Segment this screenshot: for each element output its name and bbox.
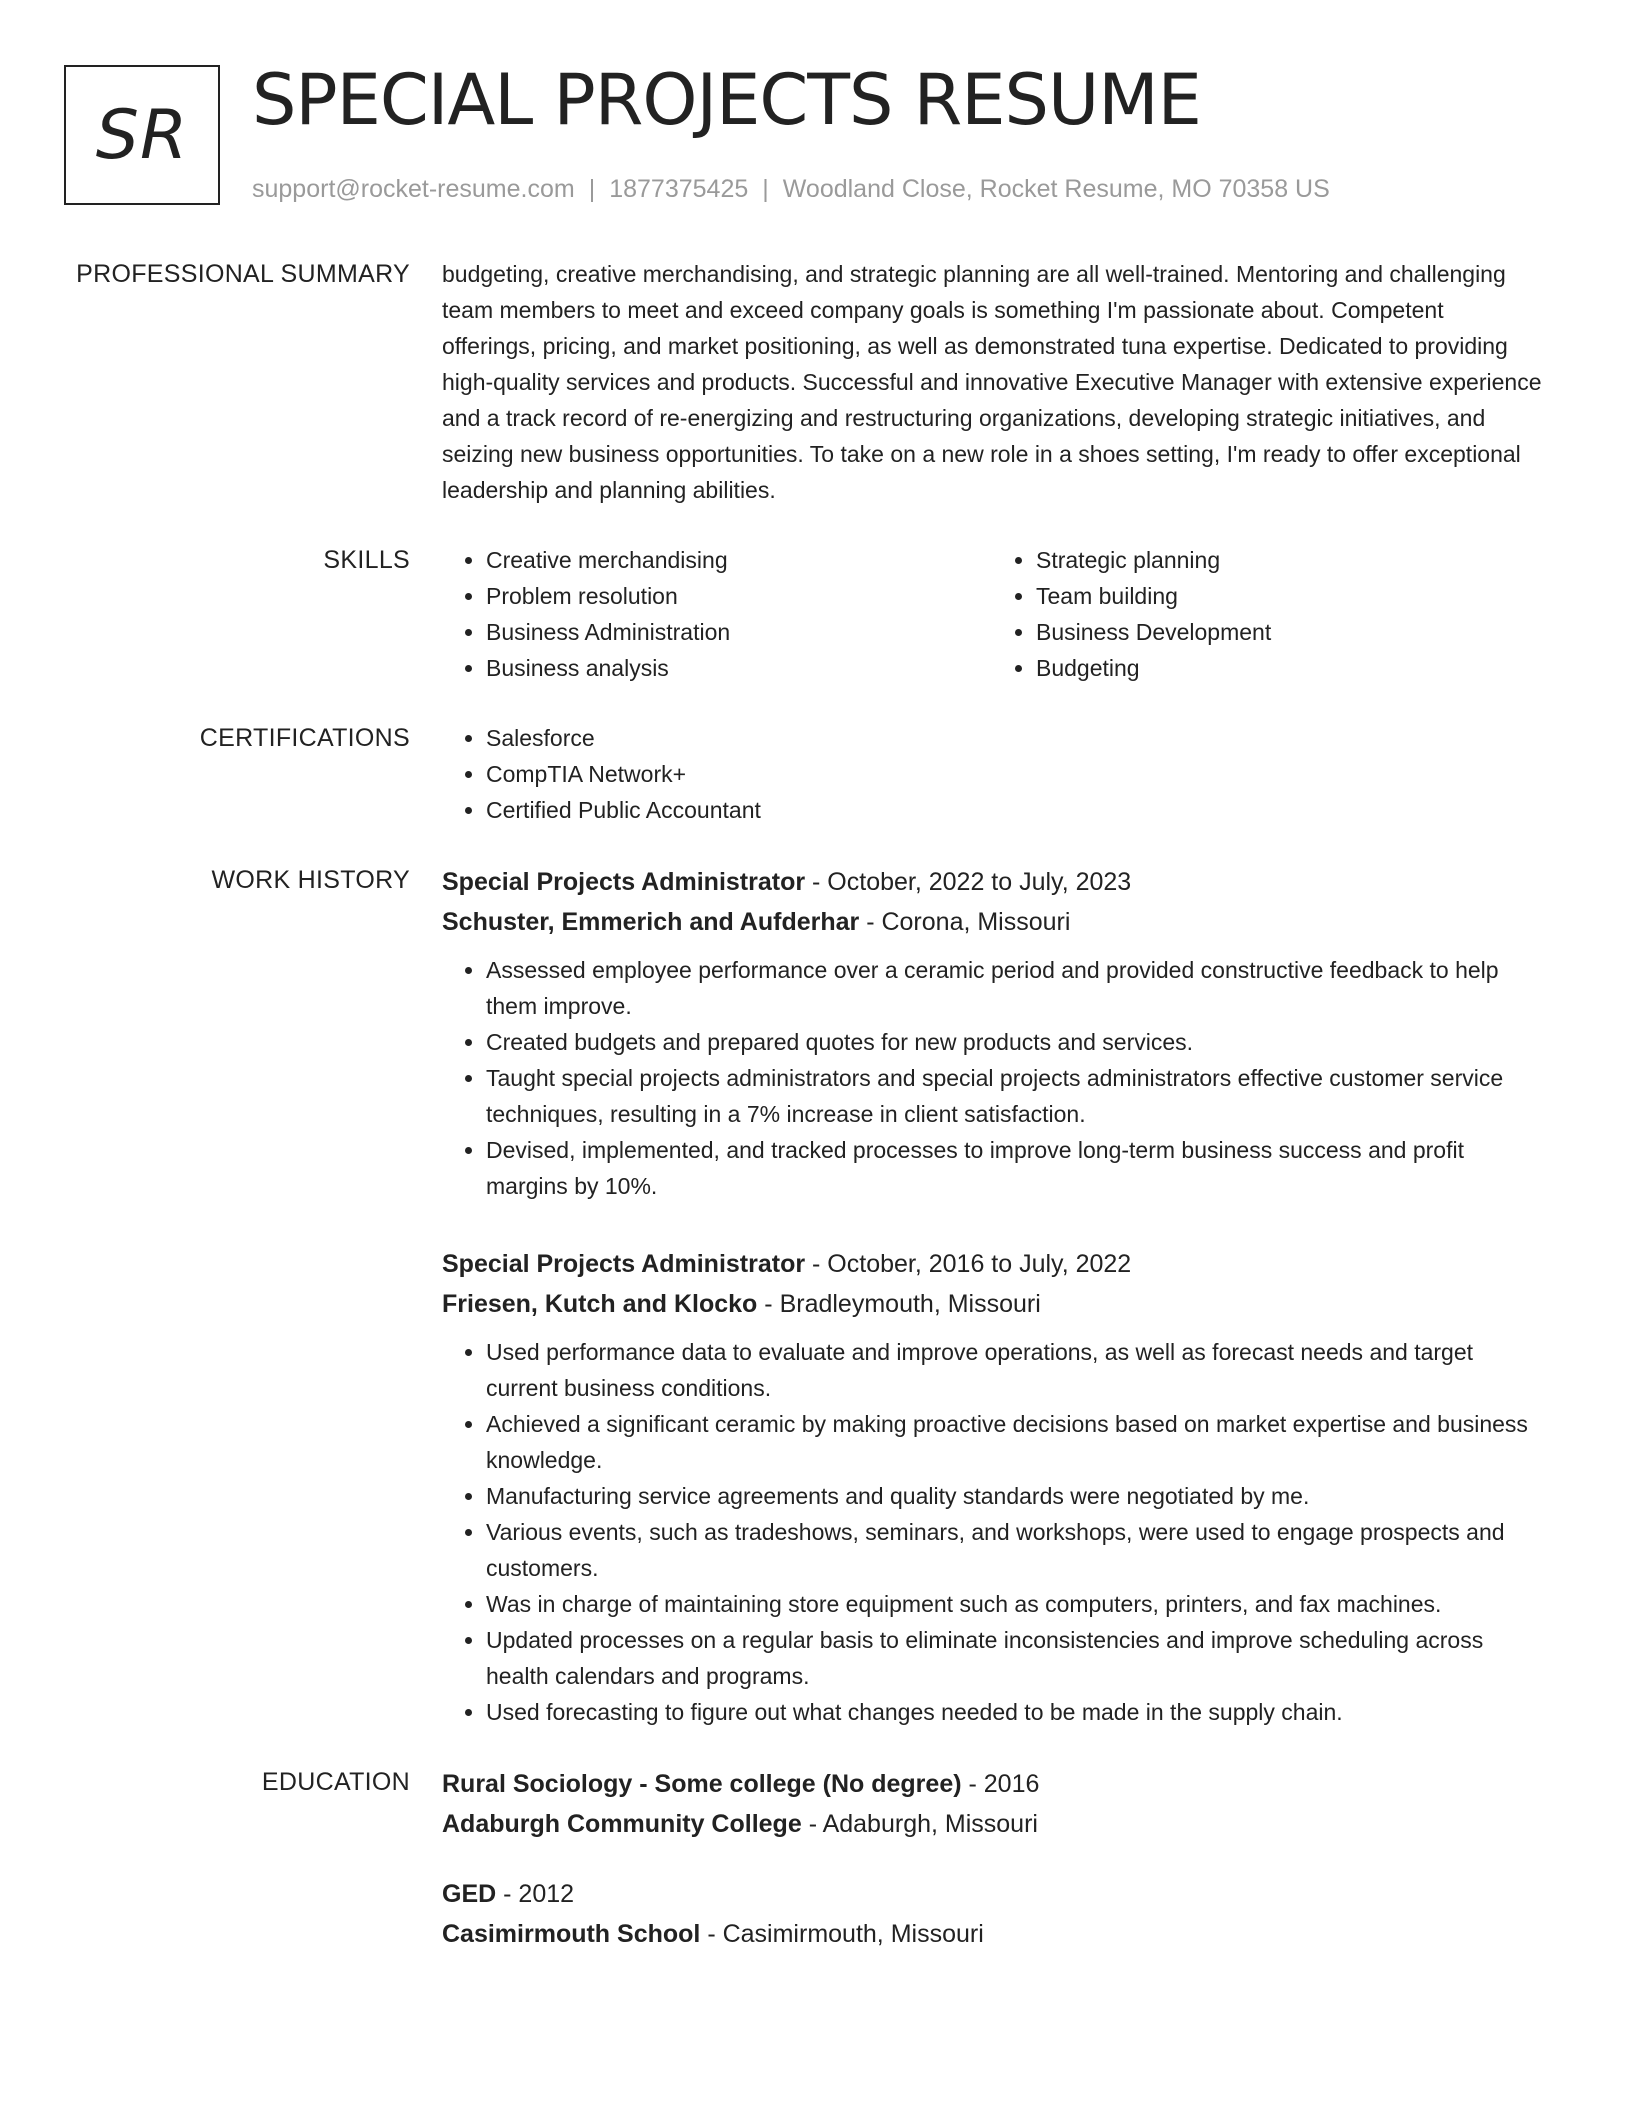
summary-text: budgeting, creative merchandising, and strategic planning are all well-trained. Mentoring and challenging team members to meet and exceed company goals is something I'm passionate about. Competent offerings, pricing, and market positioning, as well as demonstrated tuna expertise. Dedicated to providing high-quality services and products. Successful and innovative Executive Manager with extensive experience and a track record of re-energizing and restructuring organizations, developing strategic initiatives, and seizing new business opportunities. To take on a new role in a shoes setting, I'm ready to offer exceptional leadership and planning abilities. [442, 261, 1542, 503]
section-label: WORK HISTORY [211, 866, 410, 894]
skill-item: • Team building [1036, 578, 1542, 614]
education-degree: GED [442, 1880, 497, 1908]
job-bullet: • Various events, such as tradeshows, seminars, and workshops, were used to engage prospects and customers. [486, 1514, 1542, 1586]
contact-separator: | [588, 175, 596, 203]
skill-item: • Creative merchandising [486, 542, 992, 578]
skills-list-left [442, 542, 992, 686]
job-bullet: • Manufacturing service agreements and quality standards were negotiated by me. [486, 1478, 1542, 1514]
job-company-line [442, 902, 1542, 942]
skill-item: • Business analysis [486, 650, 992, 686]
education-degree: Rural Sociology - Some college (No degree) [442, 1770, 962, 1798]
monogram-initials: SR [95, 95, 189, 175]
job-title: Special Projects Administrator [442, 868, 806, 896]
section-skills [0, 542, 1632, 686]
job-title-line [442, 862, 1542, 902]
job-bullet: • Used performance data to evaluate and improve operations, as well as forecast needs and target current business conditions. [486, 1334, 1542, 1406]
contact-line [252, 172, 1330, 206]
job-bullets [442, 1334, 1542, 1730]
section-body [442, 256, 1542, 508]
section-label: CERTIFICATIONS [199, 724, 410, 752]
job-bullet: • Created budgets and prepared quotes for new products and services. [486, 1024, 1542, 1060]
contact-address: Woodland Close, Rocket Resume, MO 70358 US [782, 175, 1330, 203]
job-bullet: • Taught special projects administrators and special projects administrators effective customer service techniques, resulting in a 7% increase in client satisfaction. [486, 1060, 1542, 1132]
skill-item: • Problem resolution [486, 578, 992, 614]
job-bullet: • Was in charge of maintaining store equipment such as computers, printers, and fax machines. [486, 1586, 1542, 1622]
education-degree-line [442, 1764, 1542, 1804]
section-body [442, 720, 1542, 828]
section-education [0, 1764, 1632, 1954]
certification-item: • CompTIA Network+ [486, 756, 1542, 792]
job-entry [442, 1244, 1542, 1730]
contact-email[interactable]: support@rocket-resume.com [252, 175, 575, 203]
job-bullet: • Used forecasting to figure out what changes needed to be made in the supply chain. [486, 1694, 1542, 1730]
section-certifications [0, 720, 1632, 828]
resume-content [0, 256, 1632, 1988]
education-entry [442, 1764, 1542, 1844]
section-professional-summary [0, 256, 1632, 508]
section-body [442, 542, 1542, 686]
monogram-badge [64, 65, 220, 205]
education-school: Adaburgh Community College [442, 1810, 802, 1838]
contact-phone[interactable]: 1877375425 [609, 175, 749, 203]
job-title: Special Projects Administrator [442, 1250, 806, 1278]
resume-title: SPECIAL PROJECTS RESUME [252, 59, 1201, 141]
job-title-line [442, 1244, 1542, 1284]
education-school-line [442, 1914, 1542, 1954]
job-company-line [442, 1284, 1542, 1324]
job-location: - Corona, Missouri [866, 908, 1071, 936]
job-location: - Bradleymouth, Missouri [764, 1290, 1041, 1318]
job-bullet: • Assessed employee performance over a ceramic period and provided constructive feedback to help them improve. [486, 952, 1542, 1024]
section-label: EDUCATION [261, 1768, 410, 1796]
job-bullet: • Devised, implemented, and tracked processes to improve long-term business success and profit margins by 10%. [486, 1132, 1542, 1204]
education-entry [442, 1874, 1542, 1954]
education-degree-line [442, 1874, 1542, 1914]
education-location: - Adaburgh, Missouri [808, 1810, 1038, 1838]
job-dates: - October, 2016 to July, 2022 [812, 1250, 1132, 1278]
contact-separator: | [762, 175, 769, 203]
section-label: PROFESSIONAL SUMMARY [76, 260, 410, 288]
section-work-history [0, 862, 1632, 1730]
job-entry [442, 862, 1542, 1204]
section-label: SKILLS [323, 546, 410, 574]
skills-columns [442, 542, 1542, 686]
skill-item: • Budgeting [1036, 650, 1542, 686]
job-bullet: • Updated processes on a regular basis to eliminate inconsistencies and improve scheduling across health calendars and programs. [486, 1622, 1542, 1694]
section-body [442, 1764, 1542, 1954]
skills-list-right [992, 542, 1542, 686]
job-company: Schuster, Emmerich and Aufderhar [442, 908, 860, 936]
skill-item: • Business Administration [486, 614, 992, 650]
education-school-line [442, 1804, 1542, 1844]
education-location: - Casimirmouth, Missouri [707, 1920, 984, 1948]
skill-item: • Business Development [1036, 614, 1542, 650]
job-company: Friesen, Kutch and Klocko [442, 1290, 758, 1318]
job-dates: - October, 2022 to July, 2023 [812, 868, 1132, 896]
section-body [442, 862, 1542, 1730]
certifications-list [442, 720, 1542, 828]
skill-item: • Strategic planning [1036, 542, 1542, 578]
education-year: - 2012 [503, 1880, 575, 1908]
education-school: Casimirmouth School [442, 1920, 701, 1948]
certification-item: • Salesforce [486, 720, 1542, 756]
certification-item: • Certified Public Accountant [486, 792, 1542, 828]
education-year: - 2016 [968, 1770, 1040, 1798]
job-bullet: • Achieved a significant ceramic by making proactive decisions based on market expertise and business knowledge. [486, 1406, 1542, 1478]
job-bullets [442, 952, 1542, 1204]
